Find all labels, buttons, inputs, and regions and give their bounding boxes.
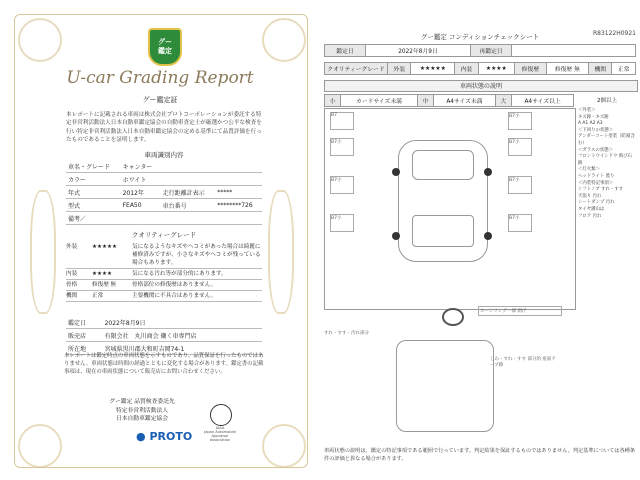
reappraisal-label: 再鑑定日 — [471, 45, 512, 57]
quality-row — [66, 280, 262, 291]
steering-wheel-icon — [442, 308, 464, 326]
legend-line: ＜下回りの状態＞ — [578, 127, 614, 133]
goo-appraisal-logo — [148, 28, 182, 66]
vehicle-id-value: 2012年 — [121, 186, 161, 199]
appraisal-date-table — [324, 44, 636, 57]
sig-line-1: グー鑑定 品質検査委託先 — [109, 399, 175, 405]
reappraisal-value — [512, 45, 636, 57]
steering-note: ホーンリング一部 剥げ — [478, 306, 562, 316]
wheel-rear-left-icon — [392, 232, 400, 240]
car-rear-section — [412, 215, 474, 247]
wheel-front-left-icon — [392, 168, 400, 176]
vehicle-id-label2 — [161, 173, 216, 186]
document-id: R83122H0921 — [592, 30, 636, 37]
badge-text-top: グー — [158, 38, 172, 46]
quality-stars: 正常 — [92, 293, 104, 299]
grade-value: 正常 — [612, 63, 636, 75]
vehicle-id-label: 年式 — [66, 186, 121, 199]
vehicle-id-value2 — [215, 160, 262, 173]
interior-diagram — [396, 340, 494, 432]
disclaimer-text: 本レポートは鑑定時点の車両状態を示すものであり、品質保証を行ったものではありません。車両状態は時間の経過とともに変化する場合があります。鑑定書の記載事項は、現在の車両状態について販売店にお問い合わせください。 — [64, 353, 264, 376]
panel-condition-box: B7小 — [508, 214, 532, 232]
vehicle-id-section-title: 車両識別内容 — [144, 151, 184, 159]
legend-line: ＜内装特記事項＞ — [578, 180, 614, 186]
vehicle-id-value — [121, 212, 161, 225]
ornament-top-right — [262, 18, 306, 62]
quality-label: 機関 — [66, 293, 78, 299]
vehicle-id-value: ホワイト — [121, 173, 161, 186]
quality-text: 主要機関に不具合はありません。 — [132, 293, 217, 299]
legend-line: ＜灯火類＞ — [578, 167, 600, 173]
vehicle-id-row — [66, 160, 262, 173]
appraisal-info-value: 2022年8月9日 — [103, 316, 262, 329]
sig-line-3: 日本自動車鑑定協会 — [115, 416, 169, 422]
panel-condition-box: B7小 — [330, 138, 354, 156]
interior-note-right: しわ・すれ・すす 部分的 座面テープ跡 — [490, 357, 556, 368]
panel-condition-box: B7 — [330, 112, 354, 130]
grade-label: 修復歴 — [515, 63, 547, 75]
quality-stars: 修復歴 無 — [92, 282, 117, 288]
vehicle-id-label: カラー — [66, 173, 121, 186]
legend-line: フロントウインドウ 飛び石 跡 — [578, 154, 632, 166]
vehicle-id-value: FEA50 — [121, 199, 161, 212]
appraisal-info-value: 有限会社 丸川商会 働く車専門店 — [103, 329, 262, 342]
vehicle-id-label2 — [161, 160, 216, 173]
wheel-rear-right-icon — [484, 232, 492, 240]
size-key: 小 — [325, 95, 341, 107]
quality-row — [66, 291, 262, 302]
legend-line: A A1 A2 A3 — [578, 121, 603, 127]
date-value: 2022年8月9日 — [366, 45, 471, 57]
vehicle-id-value2 — [215, 173, 262, 186]
size-key: 中 — [417, 95, 433, 107]
sheet-title: グー鑑定 コンディションチェックシート — [420, 33, 540, 41]
legend-line: タイヤ溝山は — [578, 206, 605, 212]
quality-grade-title: クオリティーグレード — [131, 231, 197, 239]
legend-line: キズ跡 - キズ跡 — [578, 114, 609, 120]
panel-condition-box: B7小 — [508, 176, 532, 194]
proto-logo-text: PROTO — [149, 430, 193, 443]
panel-condition-box: B7小 — [330, 214, 354, 232]
quality-stars: ★★★★ — [92, 271, 113, 277]
report-title: U-car Grading Report — [66, 68, 254, 88]
appraisal-info-row — [66, 316, 262, 329]
intro-text: 本レポートに記載される車両は株式会社プロトコーポレーションが委託する特定非営利活動法人日本自動車鑑定協会の自動車査定士が厳選かつ公平な検査を行い特定非営利活動法人日本自動車鑑定協会の定める基準にて品質評価を行ったものであることを証明します。 — [66, 112, 262, 144]
legend-line: アンダーコート塗装（防錆含む） — [578, 134, 635, 146]
report-subtitle: グー鑑定証 — [142, 96, 178, 104]
grade-value: ★★★★ — [478, 63, 514, 75]
ornament-top-left — [18, 18, 62, 62]
quality-grade-list — [66, 242, 262, 302]
signature-block — [92, 398, 192, 424]
grade-label: 機関 — [589, 63, 612, 75]
ornament-right — [268, 190, 294, 314]
count-label: 2個以上 — [597, 98, 617, 104]
quality-text: 骨格部位の修復歴はありません。 — [132, 282, 217, 288]
appraisal-info-label: 鑑定日 — [66, 316, 103, 329]
vehicle-id-table — [66, 160, 262, 225]
condition-check-sheet — [320, 0, 640, 480]
quality-row — [66, 242, 262, 269]
interior-note-left: すれ・すす・汚れ部分 — [324, 331, 370, 336]
legend-line: ＜外装＞ — [578, 108, 596, 113]
vehicle-id-row — [66, 173, 262, 186]
appraisal-info-row — [66, 329, 262, 342]
sig-line-2: 特定非営利活動法人 — [115, 407, 169, 414]
size-desc: A4サイズ未満 — [433, 95, 495, 107]
vehicle-id-label2: 車台番号 — [161, 199, 216, 212]
quality-label: 骨格 — [66, 282, 78, 288]
quality-row — [66, 269, 262, 280]
grade-label: 内装 — [455, 63, 478, 75]
quality-label: 外装 — [66, 244, 78, 250]
appraisal-info-value: 宮城県黒川郡大和町吉岡74-1 — [103, 342, 262, 355]
wheel-front-right-icon — [484, 168, 492, 176]
size-legend-table — [324, 94, 574, 107]
panel-condition-box: B7小 — [508, 138, 532, 156]
quality-label: クオリティーグレード — [325, 63, 388, 75]
quality-grade-table — [324, 62, 636, 75]
quality-text: 気になるようなキズやヘコミがあった場合は綺麗に補修済みですが、小さなキズやヘコミが残っている場合もあります。 — [132, 244, 261, 266]
size-desc: A4サイズ以上 — [512, 95, 574, 107]
proto-logo — [136, 430, 206, 443]
grade-value: 修復歴 無 — [546, 63, 588, 75]
quality-label: 内装 — [66, 271, 78, 277]
vehicle-id-row — [66, 199, 262, 212]
ornament-left — [30, 190, 56, 314]
vehicle-id-label: 車名・グレード — [66, 160, 121, 173]
jaaa-subname: Japan Automobile Appraisal Association — [204, 430, 236, 442]
vehicle-id-row — [66, 186, 262, 199]
car-windshield — [412, 150, 474, 180]
ornament-bottom-right — [262, 424, 306, 468]
panel-condition-box: B7小 — [508, 112, 532, 130]
appraisal-info-label: 所在地 — [66, 342, 103, 355]
vehicle-id-label2 — [161, 212, 216, 225]
grade-label: 外装 — [388, 63, 411, 75]
vehicle-id-row — [66, 212, 262, 225]
vehicle-id-label2: 走行距離計表示 — [161, 186, 216, 199]
ornament-bottom-left — [18, 424, 62, 468]
size-desc: カードサイズ未満 — [341, 95, 418, 107]
quality-text: 気になる汚れ等が部分的にあります。 — [132, 271, 227, 277]
legend-line: ＜ガラスの状態＞ — [578, 147, 613, 153]
vehicle-id-value2: ***** — [215, 186, 262, 199]
vehicle-id-label: 型式 — [66, 199, 121, 212]
size-key: 大 — [495, 95, 511, 107]
date-label: 鑑定日 — [325, 45, 366, 57]
appraisal-info-table — [66, 316, 262, 355]
jaaa-seal-icon — [210, 404, 232, 426]
sheet-footer: 車両状態の説明は、鑑定の特記事項である範囲で行っています。判定結果を保証するものではありません。判定基準については各種条件の評価と異なる場合があります。 — [324, 448, 636, 462]
condition-legend — [578, 108, 636, 220]
legend-line: ヘッドライト 曇り — [578, 173, 615, 179]
quality-stars: ★★★★★ — [92, 244, 118, 250]
jaaa-caption — [202, 426, 238, 442]
legend-line: フロア 汚れ — [578, 213, 602, 219]
proto-mark-icon: ● — [136, 430, 146, 443]
vehicle-id-label: 備考／ — [66, 212, 121, 225]
badge-text-bottom: 鑑定 — [158, 47, 172, 55]
diagram-title: 車両状態の説明 — [324, 80, 638, 92]
legend-line: シートダンプ 汚れ — [578, 200, 615, 206]
appraisal-info-label: 販売店 — [66, 329, 103, 342]
vehicle-id-value2 — [215, 212, 262, 225]
vehicle-id-value: キャンター — [121, 160, 161, 173]
grade-value: ★★★★★ — [411, 63, 455, 75]
panel-condition-box: B7小 — [330, 176, 354, 194]
vehicle-id-value2: ********726 — [215, 199, 262, 212]
legend-line: 天張り 汚れ — [578, 193, 602, 199]
jaaa-name: JAAA — [215, 426, 225, 430]
legend-line: シフトノブ すれ・すす — [578, 187, 624, 193]
